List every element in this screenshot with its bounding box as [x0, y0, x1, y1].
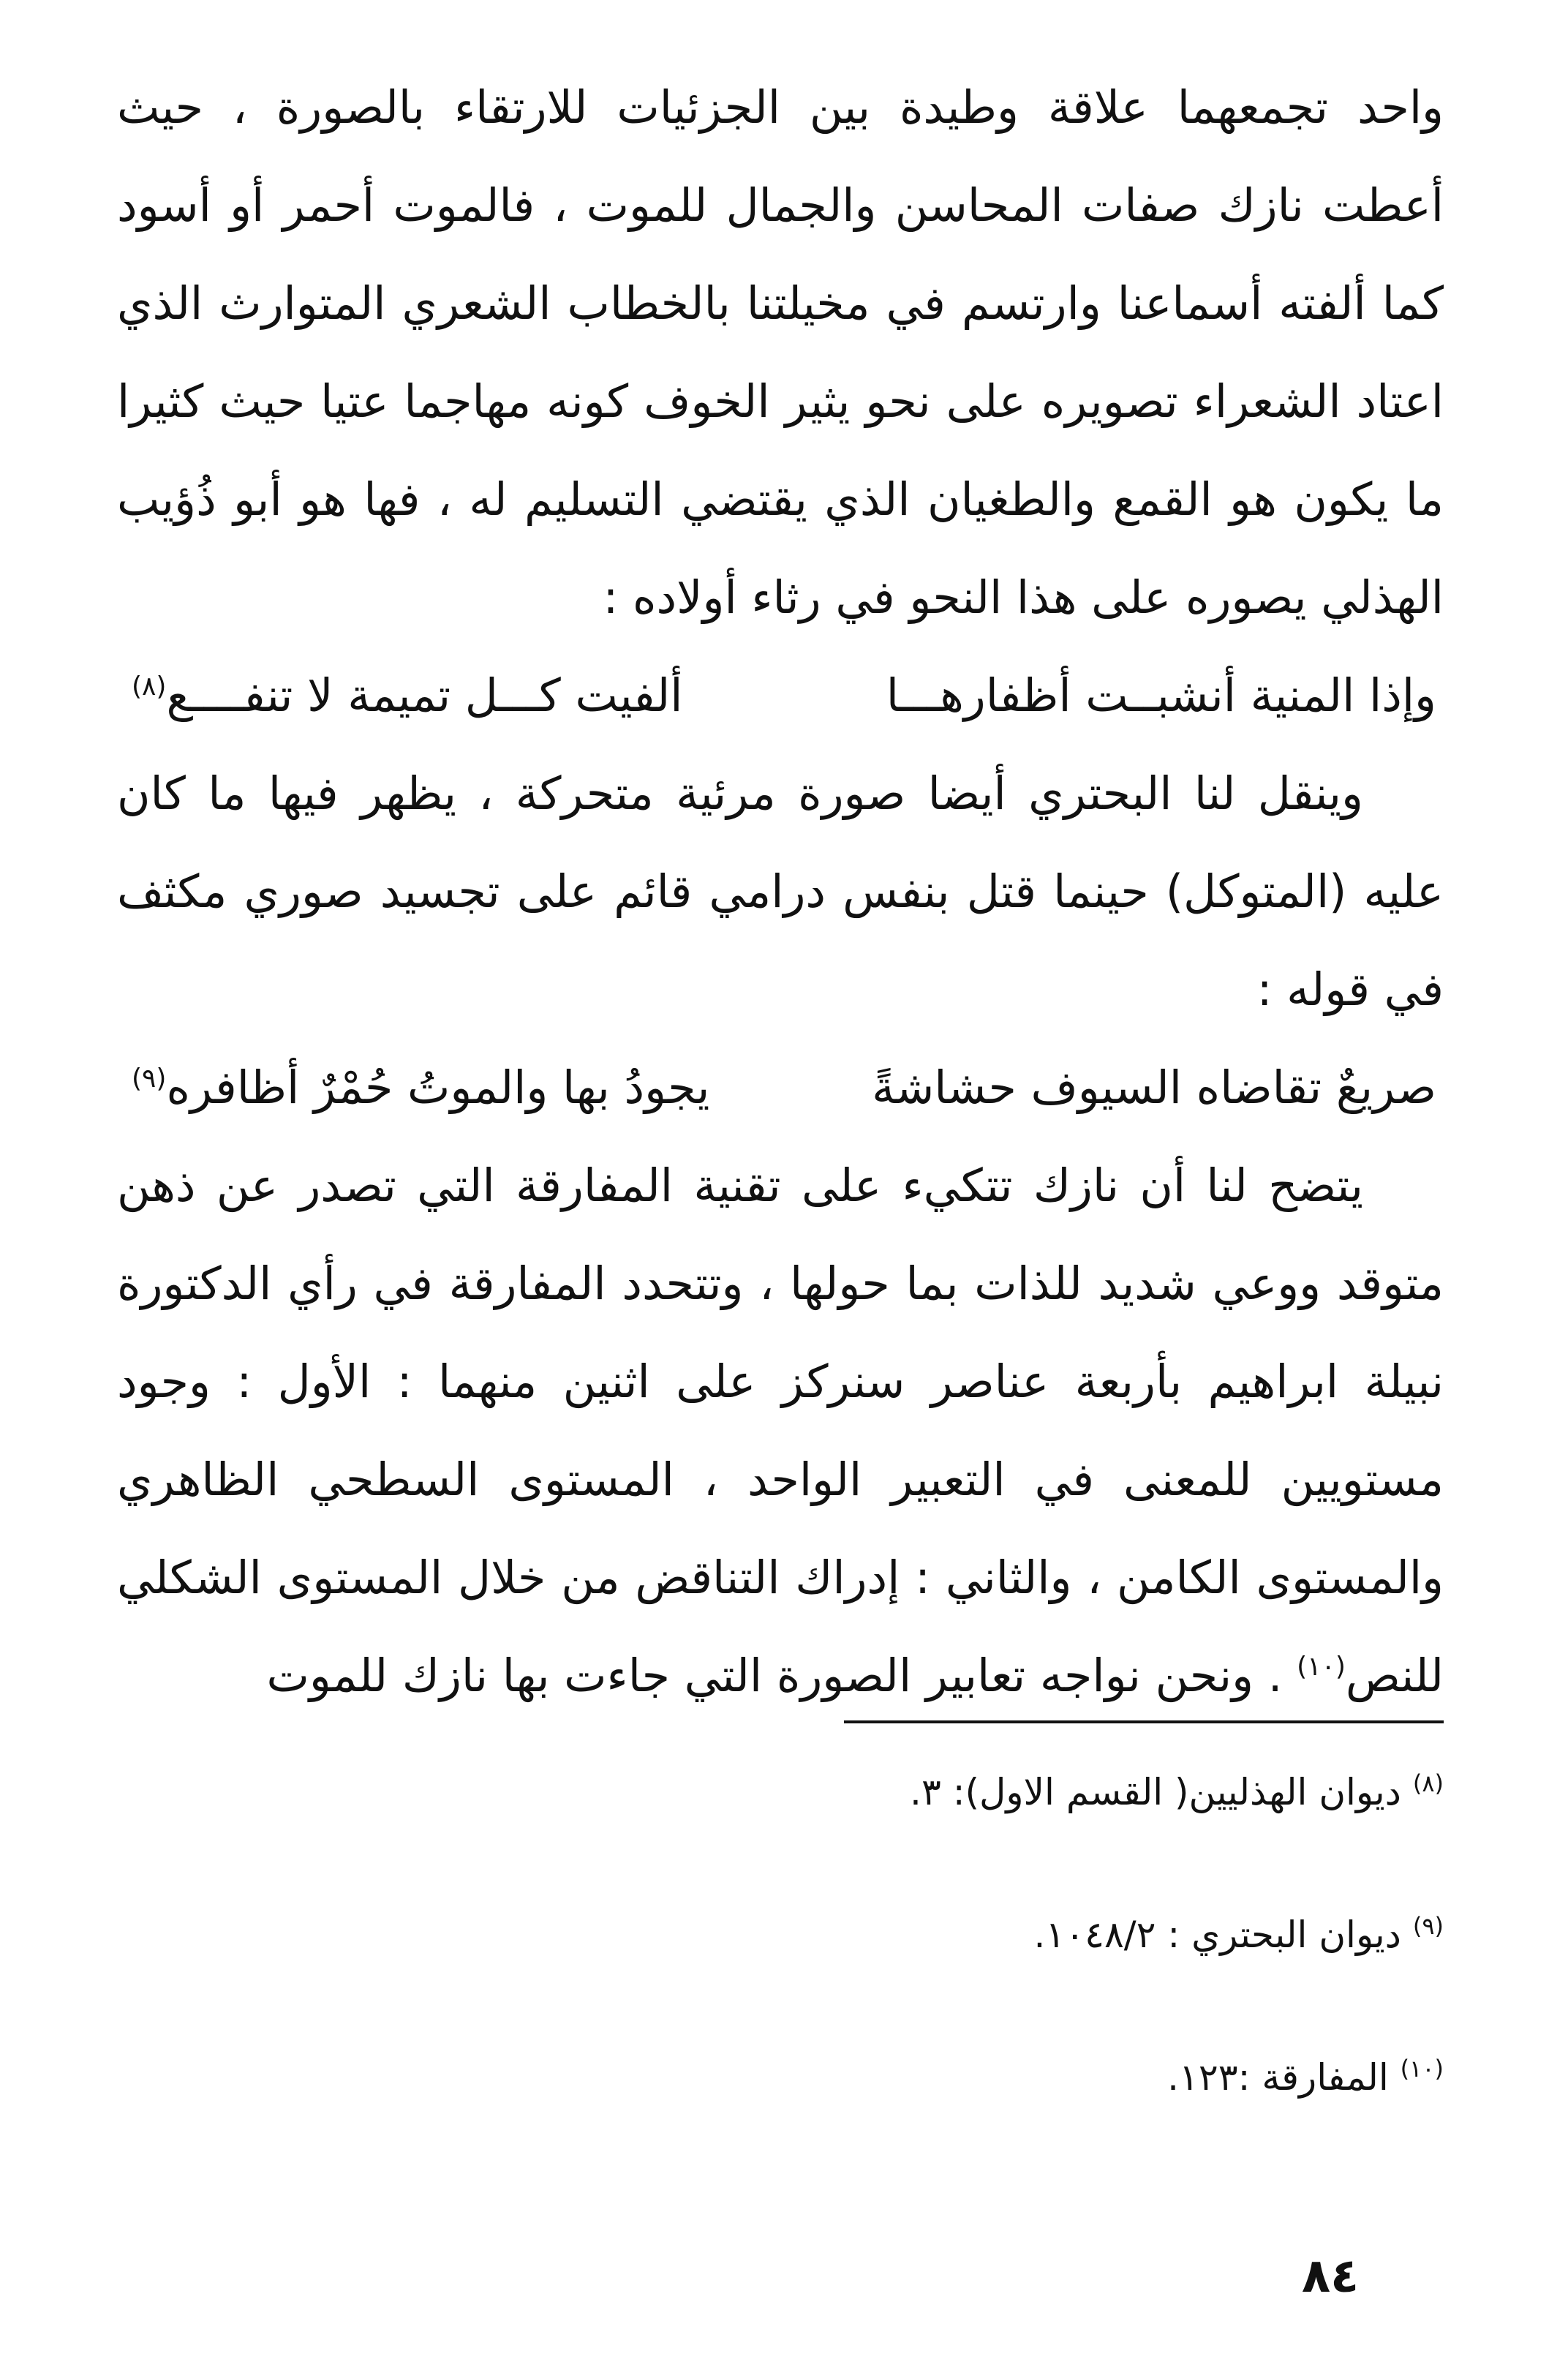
- paragraph-3-text-after: . ونحن نواجه تعابير الصورة التي جاءت بها نازك للموت: [266, 1649, 1297, 1702]
- footnote-9-text: ديوان البحتري : ١٠٤٨/٢.: [1033, 1914, 1413, 1956]
- paragraph-2: [117, 745, 1444, 1039]
- footnote-ref-9: (٩): [132, 1064, 167, 1094]
- paragraph-1-text: واحد تجمعهما علاقة وطيدة بين الجزئيات للارتقاء بالصورة ، حيث أعطت نازك صفات المحاسن والجمال للموت ، فالموت أحمر أو أسود كما ألفته أسماعنا وارتسم في مخيلتنا بالخطاب الشعري المتوارث الذي اعتاد الشعراء تصويره على نحو يثير الخوف كونه مهاجما عتيا حيث كثيرا ما يكون هو القمع والطغيان الذي يقتضي التسليم له ، فها هو أبو ذُؤيب الهذلي يصوره على هذا النحو في رثاء أولاده :: [117, 80, 1444, 624]
- footnote-10-text: المفارقة :١٢٣.: [1167, 2056, 1401, 2099]
- footnote-ref-10: (١٠): [1297, 1652, 1346, 1682]
- verse-2-second-text: يجودُ بها والموتُ حُمْرٌ أظافره: [166, 1061, 710, 1114]
- footnote-separator: [844, 1720, 1444, 1723]
- paragraph-3: [117, 1137, 1444, 1725]
- page-number: ٨٤: [1302, 2249, 1360, 2303]
- verse-2-second-hemistich: [132, 1039, 709, 1137]
- footnote-ref-8: (٨): [132, 672, 167, 701]
- footnote-8-marker: (٨): [1412, 1769, 1444, 1797]
- paragraph-3-text: يتضح لنا أن نازك تتكيء على تقنية المفارقة التي تصدر عن ذهن متوقد ووعي شديد للذات بما حولها ، وتتحدد المفارقة في رأي الدكتورة نبيلة ابراهيم بأربعة عناصر سنركز على اثنين منهما : الأول : وجود مستويين للمعنى في التعبير الواحد ، المستوى السطحي الظاهري والمستوى الكامن ، والثاني : إدراك التناقض من خلال المستوى الشكلي للنص: [117, 1159, 1444, 1702]
- paragraph-1: [117, 59, 1444, 647]
- footnote-8-text: ديوان الهذليين( القسم الاول): ٣.: [910, 1771, 1413, 1813]
- footnote-9: [117, 1891, 1444, 2034]
- paragraph-2-text: وينقل لنا البحتري أيضا صورة مرئية متحركة ، يظهر فيها ما كان عليه (المتوكل) حينما قتل بنفس درامي قائم على تجسيد صوري مكثف في قوله :: [117, 767, 1444, 1016]
- verse-1-first-hemistich: وإذا المنية أنشبــت أظفارهـــا: [886, 669, 1436, 722]
- verse-2-first-hemistich: صريعٌ تقاضاه السيوف حشاشةً: [872, 1061, 1436, 1114]
- verse-1-second-hemistich: [132, 647, 683, 745]
- body-text: [117, 59, 1444, 1725]
- footnotes: [117, 1748, 1444, 2176]
- verse-1: [117, 647, 1444, 745]
- footnote-10: [117, 2034, 1444, 2176]
- footnote-9-marker: (٩): [1412, 1912, 1444, 1940]
- verse-2: [117, 1039, 1444, 1137]
- footnote-8: [117, 1748, 1444, 1891]
- verse-1-second-text: ألفيت كـــل تميمة لا تنفــــع: [166, 669, 683, 722]
- footnote-10-marker: (١٠): [1400, 2055, 1444, 2083]
